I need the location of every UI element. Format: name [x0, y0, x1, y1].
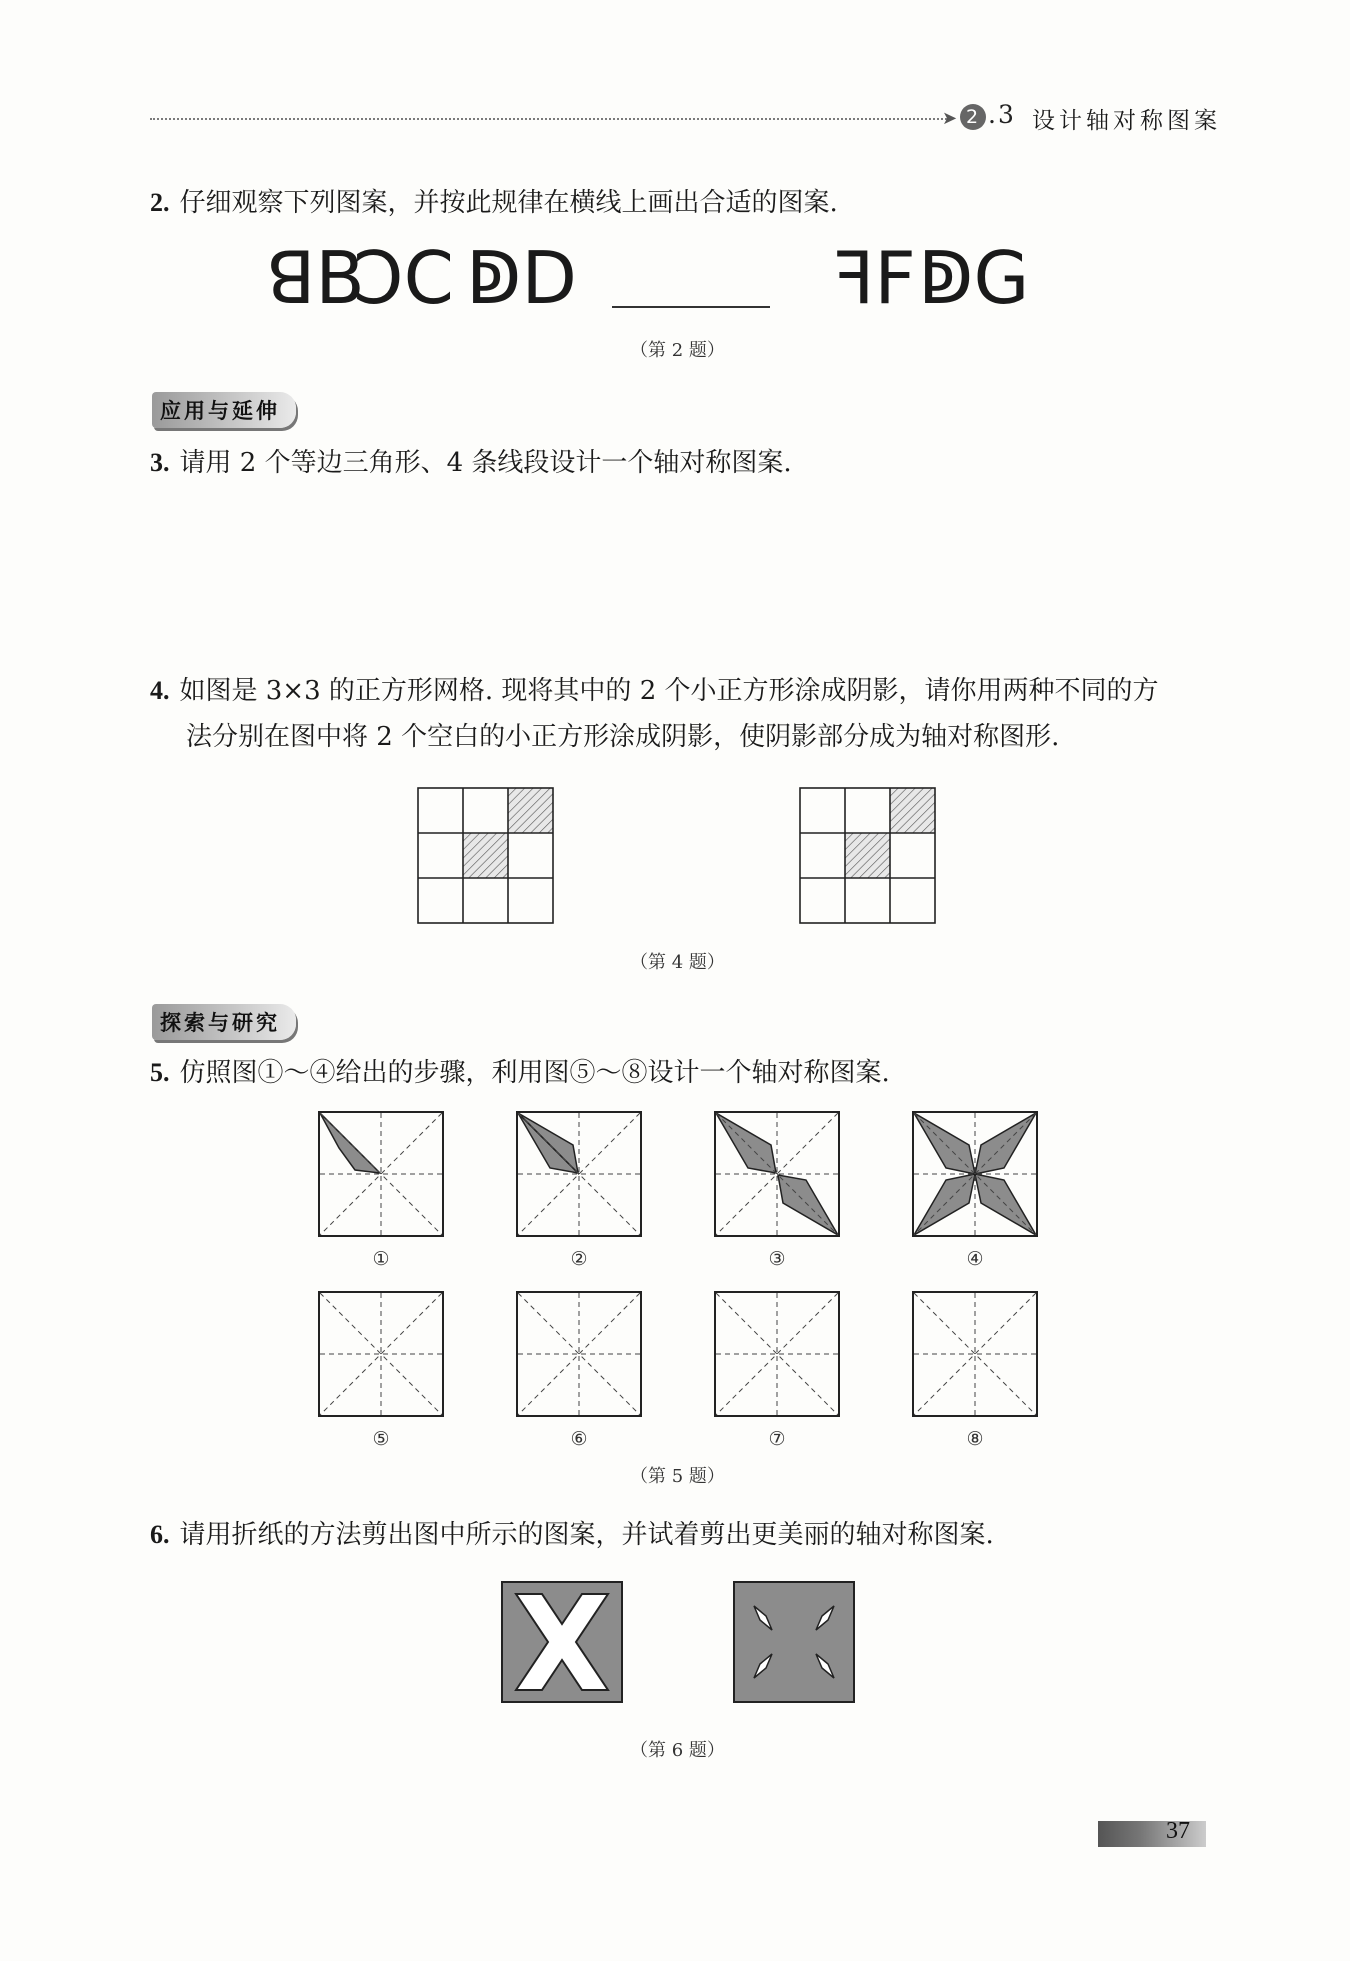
question-text: 请用折纸的方法剪出图中所示的图案，并试着剪出更美丽的轴对称图案.: [179, 1520, 994, 1550]
header-title: 设计轴对称图案: [1032, 108, 1221, 134]
question-3: [150, 440, 792, 486]
header-arrow-icon: ➤: [942, 108, 958, 129]
section-heading-apply: 应用与延伸: [152, 392, 296, 428]
step-figure-3: [713, 1110, 841, 1238]
figure-label-2: ②: [570, 1248, 588, 1270]
figure-caption-5: （第 5 题）: [630, 1466, 725, 1487]
practice-figure-8[interactable]: [911, 1290, 1039, 1418]
question-4-line-2: 法分别在图中将 2 个空白的小正方形涂成阴影，使阴影部分成为轴对称图形.: [186, 722, 1060, 752]
paper-cut-diamonds-figure: [732, 1580, 856, 1704]
question-text: 仿照图①～④给出的步骤，利用图⑤～⑧设计一个轴对称图案.: [179, 1058, 890, 1088]
pattern-2: ↃC: [353, 236, 454, 320]
figure-label-1: ①: [372, 1248, 390, 1270]
question-2: [150, 180, 838, 226]
question-number: 4.: [150, 676, 170, 705]
question-6: [150, 1512, 994, 1558]
section-circle-badge: 2: [960, 104, 986, 130]
answer-blank-line[interactable]: [612, 306, 770, 308]
figure-caption-4: （第 4 题）: [630, 952, 725, 973]
pattern-1: ꓭB: [266, 236, 365, 320]
question-text: 如图是 3×3 的正方形网格. 现将其中的 2 个小正方形涂成阴影，请你用两种不同的方: [179, 676, 1159, 706]
section-heading-explore: 探索与研究: [152, 1004, 296, 1040]
step-figure-1: [317, 1110, 445, 1238]
figure-label-8: ⑧: [966, 1428, 984, 1450]
practice-figure-5[interactable]: [317, 1290, 445, 1418]
figure-label-5: ⑤: [372, 1428, 390, 1450]
question-number: 6.: [150, 1520, 170, 1549]
practice-figure-7[interactable]: [713, 1290, 841, 1418]
section-sub-number: .3: [988, 100, 1016, 129]
page-number: 37: [1166, 1818, 1190, 1844]
question-number: 2.: [150, 188, 170, 217]
practice-figure-6[interactable]: [515, 1290, 643, 1418]
pattern-6: ↁG: [918, 236, 1030, 320]
header-section-number: [960, 100, 1016, 130]
question-text: 请用 2 个等边三角形、4 条线段设计一个轴对称图案.: [179, 448, 792, 478]
figure-label-6: ⑥: [570, 1428, 588, 1450]
grid-figure-right[interactable]: [798, 786, 938, 926]
figure-label-7: ⑦: [768, 1428, 786, 1450]
pattern-3: ↁD: [466, 236, 577, 320]
question-number: 3.: [150, 448, 170, 477]
grid-figure-left[interactable]: [416, 786, 556, 926]
figure-label-3: ③: [768, 1248, 786, 1270]
header-rule: [150, 118, 950, 120]
step-figure-4: [911, 1110, 1039, 1238]
question-number: 5.: [150, 1058, 170, 1087]
figure-caption-6: （第 6 题）: [630, 1740, 725, 1761]
question-5: [150, 1050, 890, 1096]
figure-label-4: ④: [966, 1248, 984, 1270]
paper-cut-x-figure: [500, 1580, 624, 1704]
question-4-line-1: [150, 668, 1159, 714]
figure-caption-2: （第 2 题）: [630, 340, 725, 361]
pattern-5: ꟻF: [833, 236, 916, 320]
step-figure-2: [515, 1110, 643, 1238]
question-text: 仔细观察下列图案，并按此规律在横线上画出合适的图案.: [179, 188, 838, 218]
